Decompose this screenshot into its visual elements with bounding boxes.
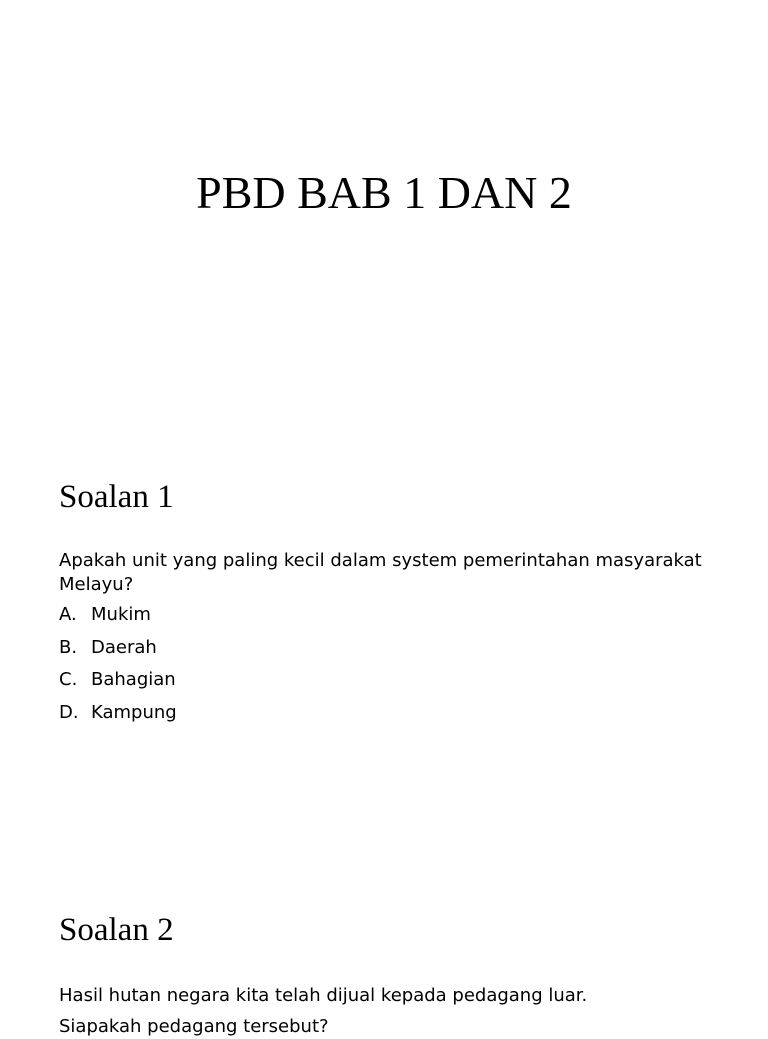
option-text: Bahagian bbox=[91, 669, 176, 690]
option-text: Daerah bbox=[91, 636, 157, 658]
question-text-line-2: Siapakah pedagang tersebut? bbox=[59, 1016, 329, 1037]
option-d bbox=[59, 701, 719, 725]
option-text: Kampung bbox=[91, 701, 177, 723]
document-title: PBD BAB 1 DAN 2 bbox=[196, 167, 572, 218]
option-text: Mukim bbox=[91, 604, 151, 625]
question-text: Hasil hutan negara kita telah dijual kepada pedagang luar. bbox=[59, 985, 588, 1006]
option-b bbox=[59, 636, 719, 660]
option-letter: C. bbox=[59, 669, 78, 690]
option-letter: B. bbox=[59, 636, 78, 658]
answer-options bbox=[59, 603, 719, 725]
option-letter: D. bbox=[59, 701, 79, 723]
question-1 bbox=[59, 473, 719, 733]
question-heading: Soalan 2 bbox=[59, 912, 174, 948]
question-heading: Soalan 1 bbox=[59, 479, 174, 515]
option-letter: A. bbox=[59, 604, 77, 625]
question-2 bbox=[59, 906, 719, 1039]
question-text: Apakah unit yang paling kecil dalam system pemerintahan masyarakat Melayu? bbox=[59, 550, 702, 595]
option-c bbox=[59, 668, 719, 692]
option-a bbox=[59, 603, 719, 627]
